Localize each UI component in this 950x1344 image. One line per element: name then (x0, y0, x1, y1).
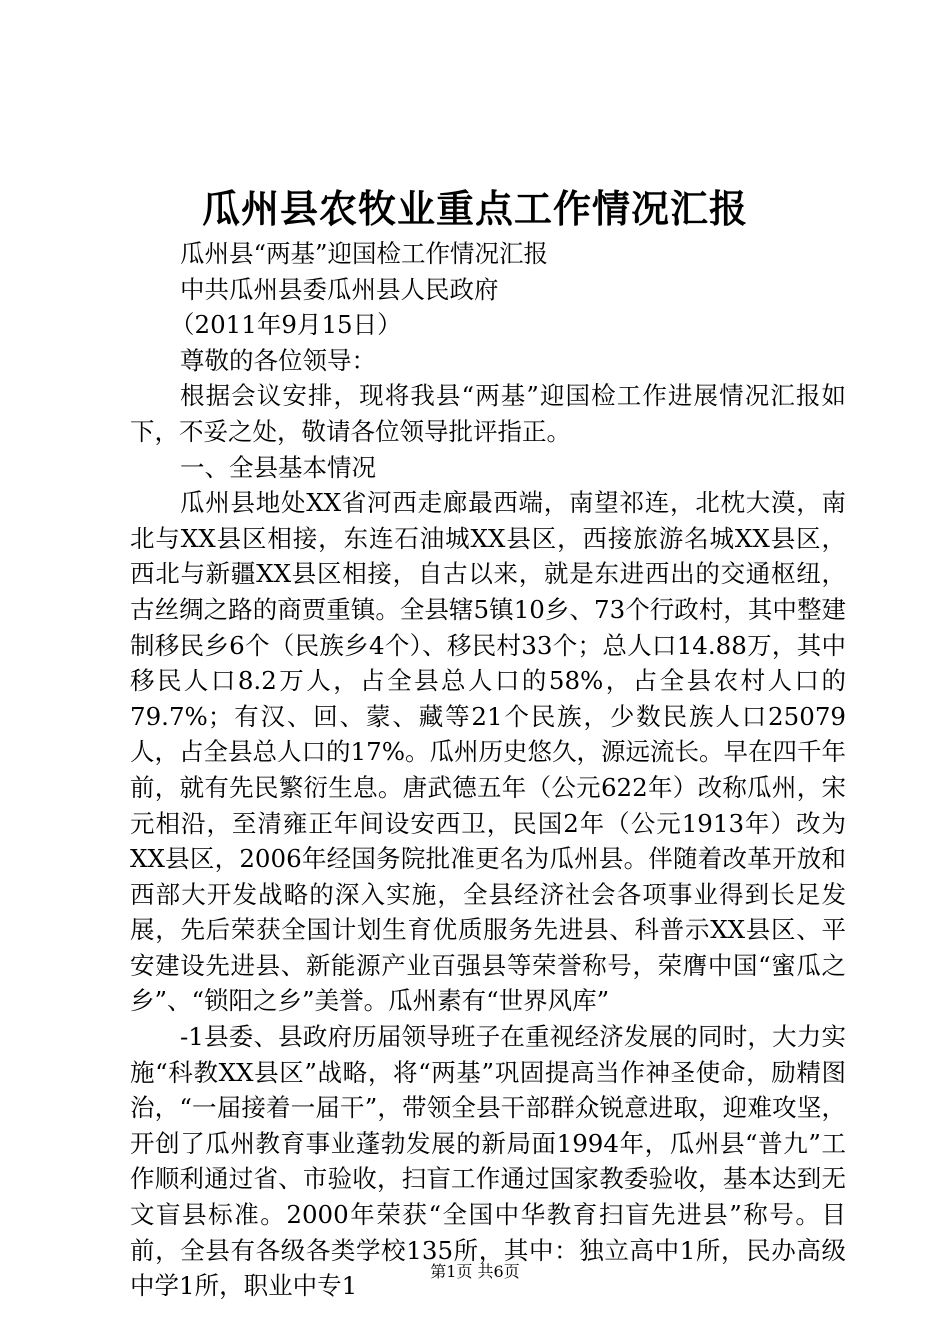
report-author: 中共瓜州县委瓜州县人民政府 (180, 274, 499, 304)
section-heading: 一、全县基本情况 (180, 452, 376, 482)
document-body (130, 236, 846, 1304)
body-paragraph: -1县委、县政府历届领导班子在重视经济发展的同时，大力实施“科教XX县区”战略，将“两基”巩固提高当作神圣使命，励精图治，“一届接着一届干”，带领全县干部群众锐意进取，迎难攻坚，开创了瓜州教育事业蓬勃发展的新局面1994年，瓜州县“普九”工作顺利通过省、市验收，扫盲工作通过国家教委验收，基本达到无文盲县标准。2000年荣获“全国中华教育扫盲先进县”称号。目前，全县有各级各类学校135所，其中：独立高中1所，民办高级中学1所，职业中专1 (130, 1022, 846, 1301)
report-subtitle: 瓜州县“两基”迎国检工作情况汇报 (180, 239, 549, 268)
report-date: （2011年9月15日） (170, 310, 402, 340)
page-footer: 第1页 共6页 (430, 1262, 520, 1281)
document-title: 瓜州县农牧业重点工作情况汇报 (201, 186, 748, 231)
salutation: 尊敬的各位领导： (180, 345, 376, 375)
body-paragraph: 瓜州县地处XX省河西走廊最西端，南望祁连，北枕大漠，南北与XX县区相接，东连石油城XX县区，西接旅游名城XX县区，西北与新疆XX县区相接，自古以来，就是东进西出的交通枢纽，古丝绸之路的商贾重镇。全县辖5镇10乡、73个行政村，其中整建制移民乡6个（民族乡4个）、移民村33个；总人口14.88万，其中移民人口8.2万人，占全县总人口的58%，占全县农村人口的79.7%；有汉、回、蒙、藏等21个民族，少数民族人口25079人，占全县总人口的17%。瓜州历史悠久，源远流长。早在四千年前，就有先民繁衍生息。唐武德五年（公元622年）改称瓜州，宋元相沿，至清雍正年间设安西卫，民国2年（公元1913年）改为XX县区，2006年经国务院批准更名为瓜州县。伴随着改革开放和西部大开发战略的深入实施，全县经济社会各项事业得到长足发展，先后荣获全国计划生育优质服务先进县、科普示XX县区、平安建设先进县、新能源产业百强县等荣誉称号，荣膺中国“蜜瓜之乡”、“锁阳之乡”美誉。瓜州素有“世界风库” (130, 488, 846, 1016)
intro-paragraph: 根据会议安排，现将我县“两基”迎国检工作进展情况汇报如下，不妥之处，敬请各位领导批评指正。 (130, 381, 846, 446)
